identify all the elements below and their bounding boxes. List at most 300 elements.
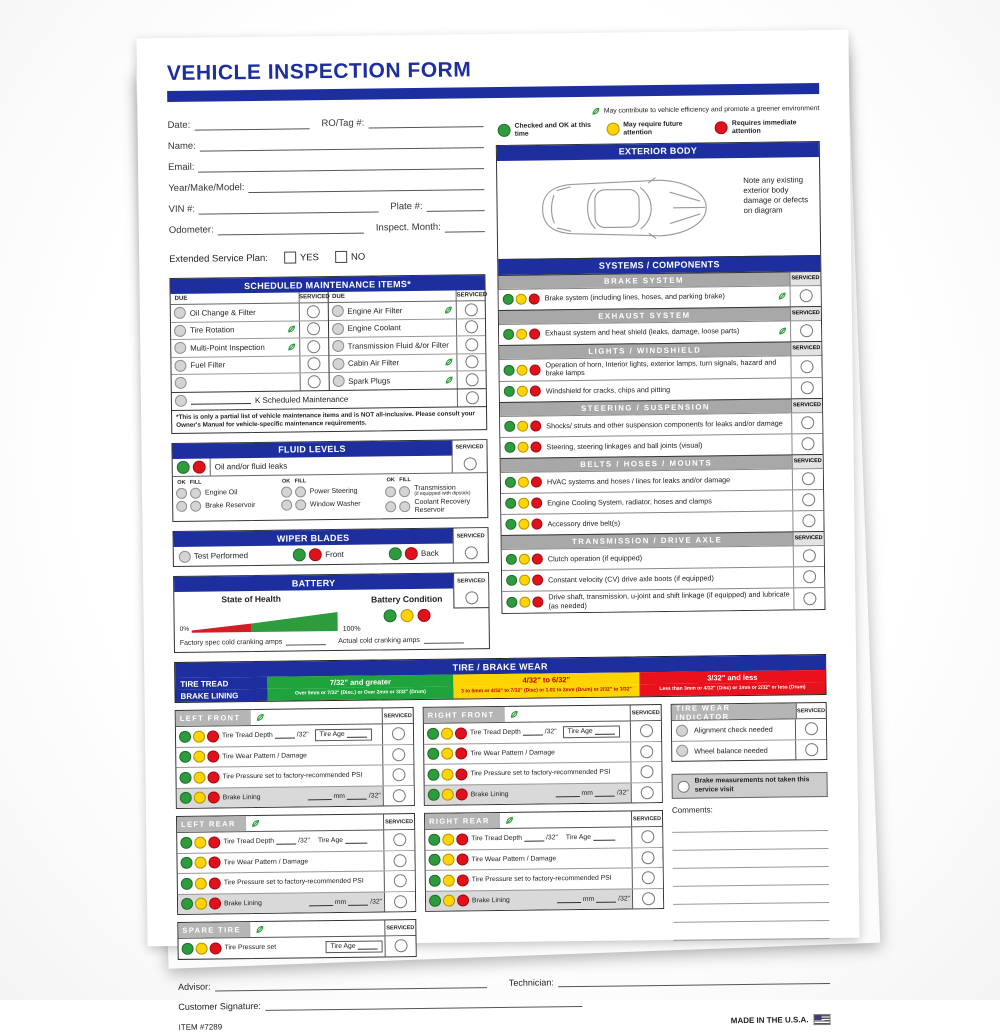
brake-32-input-line[interactable] (595, 789, 615, 796)
inspection-item-label: Accessory drive belt(s) (547, 518, 621, 528)
serviced-column-label: SERVICED (630, 705, 661, 720)
ok-circle[interactable] (281, 486, 292, 497)
status-dot-red[interactable] (207, 730, 219, 742)
status-dot-yellow[interactable] (193, 730, 205, 742)
status-dot-red[interactable] (207, 771, 219, 783)
inspection-row (499, 355, 821, 381)
status-dot-red[interactable] (208, 836, 220, 848)
tread-depth-input-line[interactable] (276, 838, 296, 845)
status-dot-green[interactable] (428, 834, 440, 846)
serviced-circle[interactable] (640, 766, 653, 779)
serviced-circle[interactable] (307, 357, 320, 370)
factory-amps-input-line[interactable] (286, 637, 326, 645)
status-lights (176, 771, 222, 784)
status-dot-red[interactable] (531, 477, 542, 488)
brake-lining-row (178, 891, 415, 914)
eco-leaf-icon (445, 375, 454, 384)
status-dot-red[interactable] (210, 942, 222, 954)
status-lights (499, 364, 544, 376)
year-make-model-input-line[interactable] (248, 179, 484, 193)
status-dot-red[interactable] (456, 854, 468, 866)
serviced-circle[interactable] (804, 722, 817, 735)
status-dot-yellow[interactable] (516, 294, 527, 305)
status-dot-green[interactable] (503, 365, 514, 376)
status-dot-green[interactable] (182, 943, 194, 955)
status-dot-green[interactable] (504, 442, 515, 453)
date-input-line[interactable] (194, 118, 309, 130)
tire-age-input-line[interactable] (345, 837, 367, 844)
due-circle[interactable] (331, 323, 343, 335)
legend-label: May require future attention (623, 120, 683, 137)
signature-row (178, 996, 582, 1012)
inspection-item-label: Exhaust system and heat shield (leaks, damage, loose parts) (545, 326, 740, 338)
serviced-circle[interactable] (464, 320, 477, 333)
status-dot-green[interactable] (293, 548, 306, 561)
serviced-column-label: SERVICED (384, 920, 415, 935)
tread-depth-input-line[interactable] (524, 835, 544, 842)
serviced-circle[interactable] (393, 854, 406, 867)
indicator-circle[interactable] (676, 725, 688, 737)
legend-status-dot (715, 121, 728, 134)
row-label: Tire Wear Pattern / Damage (471, 855, 557, 864)
fill-circle[interactable] (400, 501, 411, 512)
comment-line[interactable] (672, 849, 828, 869)
status-dot-green[interactable] (179, 731, 191, 743)
systems-section-name: BELTS / HOSES / MOUNTS (580, 458, 713, 469)
serviced-circle[interactable] (391, 728, 404, 741)
serviced-circle[interactable] (800, 382, 813, 395)
status-dot-red[interactable] (207, 751, 219, 763)
eco-leaf-icon (256, 925, 265, 934)
fluid-label: Coolant Recovery Reservoir (414, 498, 471, 514)
status-lights (178, 898, 224, 911)
tire-wear-indicator-title: TIRE WEAR INDICATOR (672, 704, 796, 721)
status-lights (424, 727, 470, 740)
due-circle[interactable] (174, 307, 186, 319)
serviced-circle[interactable] (392, 789, 405, 802)
unit-label: /32" (296, 731, 309, 739)
inspection-item-label: Clutch operation (if equipped) (547, 552, 643, 563)
status-dot-green[interactable] (427, 769, 439, 781)
status-lights (500, 421, 545, 433)
systems-section-name: TRANSMISSION / DRIVE AXLE (571, 535, 723, 547)
fluid-label: Engine Oil (204, 488, 238, 497)
ok-column-label: OK (281, 478, 291, 485)
status-dot-green[interactable] (429, 875, 441, 887)
serviced-circle[interactable] (640, 745, 653, 758)
serviced-circle[interactable] (802, 550, 815, 563)
tread-depth-input-line[interactable] (523, 729, 543, 736)
status-dot-red[interactable] (457, 895, 469, 907)
fill-circle[interactable] (190, 500, 201, 511)
tire-age-input-line[interactable] (358, 943, 378, 950)
tire-age-input-line[interactable] (593, 834, 615, 841)
serviced-circle[interactable] (465, 355, 478, 368)
serviced-column-label: SERVICED (456, 290, 485, 300)
status-dot-green[interactable] (428, 789, 440, 801)
scheduled-item-row (171, 303, 328, 322)
status-dot-red[interactable] (529, 364, 540, 375)
serviced-circle[interactable] (307, 340, 320, 353)
row-label: Brake Lining (224, 899, 262, 908)
brake-lining-label: BRAKE LINING (175, 689, 267, 702)
serviced-circle[interactable] (307, 305, 320, 318)
tire-age-box[interactable] (315, 728, 372, 741)
serviced-circle[interactable] (464, 303, 477, 316)
serviced-circle[interactable] (307, 322, 320, 335)
due-circle[interactable] (332, 375, 344, 387)
status-dot-yellow[interactable] (194, 836, 206, 848)
comment-line[interactable] (673, 867, 829, 887)
status-dot-green[interactable] (428, 854, 440, 866)
comment-line[interactable] (673, 885, 829, 905)
status-dot-yellow[interactable] (195, 877, 207, 889)
status-lights (177, 857, 223, 870)
indicator-label: Wheel balance needed (694, 745, 768, 756)
status-dot-yellow[interactable] (519, 575, 530, 586)
status-dot-yellow[interactable] (441, 768, 453, 780)
status-dot-green[interactable] (429, 895, 441, 907)
comment-line[interactable] (672, 831, 828, 851)
serviced-circle[interactable] (308, 375, 321, 388)
status-dot-green[interactable] (506, 554, 517, 565)
status-dot-yellow[interactable] (193, 771, 205, 783)
status-dot-red[interactable] (529, 294, 540, 305)
status-dot-yellow[interactable] (519, 554, 530, 565)
scheduled-item-row (329, 354, 486, 373)
ok-circle[interactable] (281, 499, 292, 510)
status-dot-green[interactable] (389, 547, 402, 560)
status-dot-red[interactable] (417, 609, 430, 622)
status-dot-yellow[interactable] (195, 898, 207, 910)
technician-input-line[interactable] (558, 973, 830, 987)
status-dot-red[interactable] (455, 748, 467, 760)
serviced-circle[interactable] (641, 871, 654, 884)
serviced-circle[interactable] (801, 417, 814, 430)
plate-input-line[interactable] (426, 200, 484, 212)
cranking-amps-row (180, 635, 484, 647)
yes-checkbox[interactable] (284, 251, 296, 263)
date-row (167, 116, 483, 131)
status-dot-green[interactable] (506, 575, 517, 586)
unit-label: /32" (368, 792, 381, 800)
status-dot-green[interactable] (383, 609, 396, 622)
serviced-column-label: SERVICED (382, 708, 413, 723)
name-input-line[interactable] (200, 137, 484, 151)
status-dot-green[interactable] (505, 477, 516, 488)
brake-mm-input-line[interactable] (557, 896, 581, 903)
scheduled-footnote: *This is only a partial list of vehicle maintenance items and is NOT all-inclusive. Please consult your Owner's Manual for vehicle-specific maintenance requirements. (172, 406, 486, 433)
tire-age-input-line[interactable] (595, 728, 615, 735)
serviced-circle[interactable] (393, 895, 406, 908)
status-dot-yellow[interactable] (400, 609, 413, 622)
status-dot-green[interactable] (181, 878, 193, 890)
scheduled-maintenance-section (169, 274, 487, 434)
status-dot-red[interactable] (532, 575, 543, 586)
due-circle[interactable] (175, 377, 187, 389)
status-dot-green[interactable] (503, 329, 514, 340)
serviced-circle[interactable] (803, 571, 816, 584)
serviced-circle[interactable] (801, 438, 814, 451)
tire-block-right-rear (424, 810, 664, 912)
brake-mm-input-line[interactable] (308, 793, 332, 800)
status-dot-red[interactable] (456, 833, 468, 845)
indicator-row (672, 739, 826, 761)
tread-depth-input-line[interactable] (275, 732, 295, 739)
brake-32-input-line[interactable] (596, 895, 616, 902)
serviced-circle[interactable] (394, 940, 407, 953)
comments-area (672, 804, 830, 941)
test-performed-circle[interactable] (179, 550, 191, 562)
status-dot-yellow[interactable] (518, 477, 529, 488)
status-dot-yellow[interactable] (443, 874, 455, 886)
fill-circle[interactable] (190, 487, 201, 498)
wear-pattern-row (176, 744, 413, 767)
row-label: Tire Wear Pattern / Damage (222, 752, 307, 761)
status-dot-green[interactable] (504, 386, 515, 397)
status-dot-red[interactable] (208, 857, 220, 869)
due-circle[interactable] (174, 360, 186, 372)
ro-tag-input-line[interactable] (368, 116, 483, 128)
serviced-circle[interactable] (392, 748, 405, 761)
fill-circle[interactable] (399, 486, 410, 497)
us-flag-icon (813, 1014, 830, 1025)
status-dot-green[interactable] (180, 857, 192, 869)
due-circle[interactable] (332, 358, 344, 370)
tire-block-right-front (423, 704, 663, 806)
tire-block-title: RIGHT FRONT (424, 707, 505, 723)
brake-32-input-line[interactable] (348, 898, 368, 905)
serviced-circle[interactable] (641, 851, 654, 864)
tire-age-input-line[interactable] (347, 731, 367, 738)
lining-band: Less than 3mm or 4/32" (Disc) or 1mm or 2/32" or less (Drum) (639, 682, 825, 696)
vin-input-line[interactable] (199, 201, 378, 214)
status-dot-green[interactable] (177, 461, 190, 474)
serviced-circle[interactable] (465, 373, 478, 386)
fluid-item-row (385, 499, 484, 515)
lining-band: 3 to 5mm or 4/32" to 7/32" (Disc) or 1.01 to 2mm (Drum) or 2/32" to 3/32" (453, 684, 639, 698)
due-circle[interactable] (332, 340, 344, 352)
vin-label: VIN #: (168, 203, 196, 216)
serviced-circle[interactable] (805, 743, 818, 756)
serviced-circle[interactable] (464, 546, 477, 559)
serviced-circle[interactable] (800, 324, 813, 337)
comment-line[interactable] (673, 903, 829, 923)
fill-column-label: FILL (294, 478, 307, 485)
ok-circle[interactable] (176, 501, 187, 512)
serviced-circle[interactable] (463, 457, 476, 470)
fluid-group (385, 476, 484, 514)
email-input-line[interactable] (198, 158, 484, 172)
status-dot-yellow[interactable] (193, 751, 205, 763)
status-dot-red[interactable] (209, 898, 221, 910)
status-dot-red[interactable] (208, 792, 220, 804)
ok-circle[interactable] (176, 488, 187, 499)
brake-mm-input-line[interactable] (555, 790, 579, 797)
status-dot-green[interactable] (427, 748, 439, 760)
status-dot-yellow[interactable] (517, 421, 528, 432)
serviced-circle[interactable] (802, 515, 815, 528)
indicator-label: Alignment check needed (693, 725, 773, 735)
battery-section (173, 572, 490, 653)
odometer-input-line[interactable] (218, 223, 364, 236)
serviced-circle[interactable] (641, 892, 654, 905)
title-divider-bar (167, 83, 819, 102)
fluid-label: Power Steering (309, 487, 358, 495)
status-dot-red[interactable] (193, 460, 206, 473)
serviced-circle[interactable] (801, 473, 814, 486)
status-dot-red[interactable] (457, 874, 469, 886)
k-value-input-line[interactable] (191, 397, 251, 405)
status-dot-red[interactable] (532, 597, 543, 608)
maintenance-item-label: Engine Air Filter (347, 305, 403, 316)
status-dot-red[interactable] (405, 547, 418, 560)
status-dot-red[interactable] (530, 442, 541, 453)
status-dot-yellow[interactable] (518, 519, 529, 530)
status-dot-green[interactable] (504, 421, 515, 432)
status-dot-red[interactable] (456, 789, 468, 801)
status-dot-red[interactable] (530, 386, 541, 397)
row-label: Tire Pressure set to factory-recommended PSI (470, 769, 611, 778)
zero-percent-label: 0% (179, 625, 190, 634)
status-dot-yellow[interactable] (443, 895, 455, 907)
status-dot-green[interactable] (179, 751, 191, 763)
status-dot-yellow[interactable] (442, 789, 454, 801)
due-circle[interactable] (174, 342, 186, 354)
status-dot-red[interactable] (531, 519, 542, 530)
status-dot-yellow[interactable] (194, 792, 206, 804)
tire-age-label: Tire Age (319, 731, 345, 739)
serviced-circle[interactable] (392, 769, 405, 782)
brake-note-circle[interactable] (678, 780, 690, 792)
tire-wear-indicator-column (671, 702, 830, 941)
status-lights (424, 768, 470, 781)
serviced-circle[interactable] (640, 786, 653, 799)
tire-pressure-row (178, 870, 415, 893)
status-dot-yellow[interactable] (516, 364, 527, 375)
status-dot-yellow[interactable] (516, 329, 527, 340)
status-dot-green[interactable] (180, 837, 192, 849)
vin-row (169, 200, 485, 215)
serviced-circle[interactable] (802, 494, 815, 507)
status-dot-green[interactable] (506, 597, 517, 608)
brake-32-input-line[interactable] (347, 793, 367, 800)
comment-line[interactable] (672, 813, 828, 833)
status-dot-green[interactable] (180, 792, 192, 804)
systems-section-name: EXHAUST SYSTEM (598, 310, 691, 321)
status-dot-yellow[interactable] (442, 833, 454, 845)
status-dot-yellow[interactable] (441, 748, 453, 760)
status-dot-green[interactable] (505, 498, 516, 509)
status-dot-green[interactable] (181, 898, 193, 910)
status-dot-red[interactable] (532, 554, 543, 565)
status-dot-yellow[interactable] (517, 386, 528, 397)
serviced-circle[interactable] (465, 338, 478, 351)
serviced-circle[interactable] (639, 725, 652, 738)
advisor-technician-row (178, 973, 830, 992)
fluid-label: Brake Reservoir (205, 501, 256, 510)
brake-mm-input-line[interactable] (309, 899, 333, 906)
fill-circle[interactable] (295, 499, 306, 510)
tire-block-left-rear (176, 813, 416, 915)
tire-age-box[interactable] (325, 940, 382, 953)
status-dot-green[interactable] (505, 519, 516, 530)
serviced-circle[interactable] (800, 360, 813, 373)
unit-label: /32" (544, 728, 557, 736)
no-checkbox[interactable] (335, 251, 347, 263)
status-dot-red[interactable] (531, 498, 542, 509)
serviced-circle[interactable] (641, 830, 654, 843)
factory-amps-label: Factory spec cold cranking amps (179, 638, 283, 648)
status-lights (176, 730, 222, 743)
actual-amps-input-line[interactable] (424, 636, 464, 644)
serviced-circle[interactable] (803, 592, 816, 605)
status-dot-yellow[interactable] (517, 442, 528, 453)
status-dot-yellow[interactable] (519, 597, 530, 608)
status-dot-red[interactable] (529, 329, 540, 340)
status-lights (500, 386, 545, 398)
status-dot-green[interactable] (179, 772, 191, 784)
row-label: Tire Tread Depth (223, 838, 275, 846)
status-dot-red[interactable] (455, 727, 467, 739)
tire-brake-wear-title: TIRE / BRAKE WEAR (175, 655, 825, 678)
status-lights (502, 575, 547, 587)
status-dot-yellow[interactable] (518, 498, 529, 509)
serviced-circle[interactable] (393, 875, 406, 888)
row-label: Tire Pressure set to factory-recommended PSI (222, 772, 363, 781)
extended-service-plan-label: Extended Service Plan: (169, 252, 269, 265)
status-lights (424, 748, 470, 761)
tire-wear-indicator-block (671, 702, 828, 762)
due-circle[interactable] (331, 305, 343, 317)
status-dot-green[interactable] (503, 294, 514, 305)
date-label: Date: (167, 119, 191, 132)
customer-signature-input-line[interactable] (265, 996, 583, 1011)
fluid-item-row (281, 485, 380, 497)
status-lights (177, 792, 223, 805)
indicator-circle[interactable] (676, 745, 688, 757)
status-dot-red[interactable] (309, 548, 322, 561)
fill-circle[interactable] (295, 486, 306, 497)
status-dot-yellow[interactable] (194, 857, 206, 869)
status-dot-yellow[interactable] (441, 727, 453, 739)
ok-circle[interactable] (386, 502, 397, 513)
comment-line[interactable] (673, 921, 829, 941)
car-top-view-diagram[interactable] (503, 162, 744, 255)
tire-age-box[interactable] (563, 725, 620, 738)
serviced-circle[interactable] (465, 591, 478, 604)
inspection-item-label: Steering, steering linkages and ball joints (visual) (546, 440, 703, 451)
serviced-circle[interactable] (393, 834, 406, 847)
status-dot-red[interactable] (209, 877, 221, 889)
serviced-circle[interactable] (465, 391, 478, 404)
tire-age-label: Tire Age (567, 728, 593, 736)
serviced-circle[interactable] (799, 289, 812, 302)
status-dot-red[interactable] (530, 421, 541, 432)
due-circle[interactable] (175, 395, 187, 407)
status-lights (178, 877, 224, 890)
advisor-input-line[interactable] (215, 977, 487, 991)
inspect-month-input-line[interactable] (445, 221, 485, 232)
status-dot-yellow[interactable] (442, 854, 454, 866)
status-dot-red[interactable] (455, 768, 467, 780)
serviced-column-label: SERVICED (793, 532, 824, 545)
status-dot-green[interactable] (427, 728, 439, 740)
due-circle[interactable] (174, 325, 186, 337)
ok-circle[interactable] (385, 486, 396, 497)
status-dot-yellow[interactable] (196, 942, 208, 954)
maintenance-item-label: Engine Coolant (347, 323, 401, 334)
